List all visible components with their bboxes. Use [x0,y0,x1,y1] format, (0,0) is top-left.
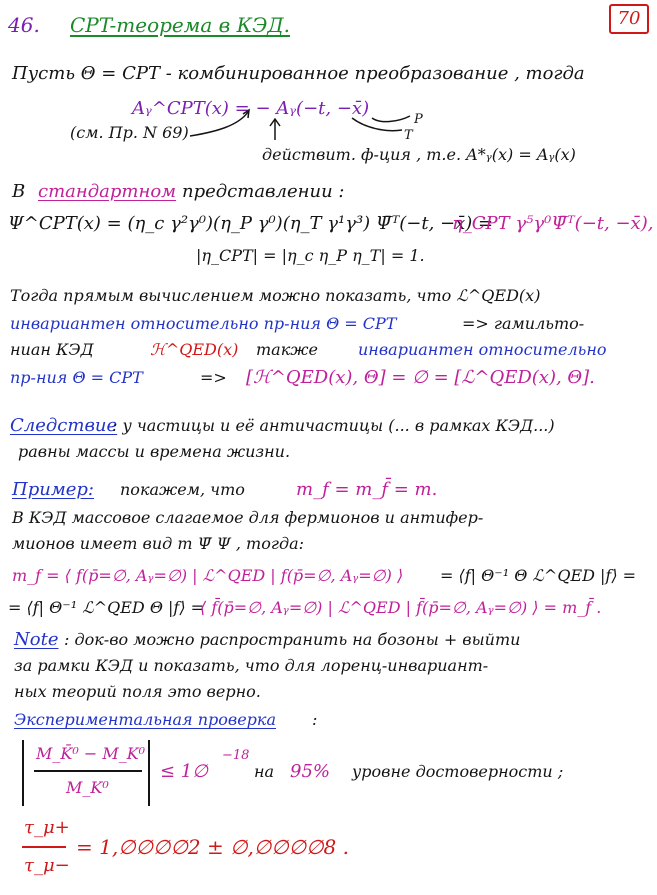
intro-line: Пусть Θ = CPT - комбинированное преобразование , тогда [12,63,585,84]
direct-calc-invariant-2: инвариантен относительно [358,340,607,359]
mark-t: T [404,128,413,143]
corollary-label: Следствие [10,415,118,436]
confidence-level: 95% [290,761,331,782]
standard-prefix: В [12,181,26,202]
antiparticle-mass-element: ⟨ f̄(p̄=∅, Aᵧ=∅) | ℒ^QED | f̄(p̄=∅, Aᵧ=∅) ⟩ = m_f̄ . [200,598,602,617]
real-function-note: действит. ф-ция , т.е. A*ᵧ(x) = Aᵧ(x) [262,145,576,164]
note-text1: : док-во можно распространить на бозоны + выйти [64,630,521,649]
direct-calc-arrow: => [200,368,227,387]
phase-modulus: |η_CPT| = |η_c η_P η_T| = 1. [196,246,425,265]
abs-bar-right [148,740,150,806]
direct-calc-invariant: инвариантен относительно пр-ния Θ = CPT [10,314,397,333]
direct-calc-line1: Тогда прямым вычислением можно показать, что ℒ^QED(x) [10,286,541,305]
example-claim: m_f = m_f̄ = m. [296,479,438,500]
commutator-equation: [ℋ^QED(x), Θ] = ∅ = [ℒ^QED(x), Θ]. [246,367,595,388]
abs-bar-left [22,740,24,806]
reference-note: (см. Пр. N 69) [70,123,189,142]
corollary-text1: : у частицы и её античастицы (... в рамках КЭД...) [112,416,555,435]
page-number: 70 [617,8,641,29]
kaon-mass-difference: M_K̄⁰ − M_K⁰ [36,744,146,763]
muon-plus-lifetime: τ_μ+ [24,817,70,838]
mark-p: P [414,112,423,127]
bound-value: ≤ 1∅ [160,761,208,782]
section-number: 46. [8,13,40,37]
note-label: Note [14,629,59,650]
cpt-vector-formula: Aᵧ^CPT(x) = − Aᵧ(−t, −x̄) [132,98,370,119]
direct-calc-hamiltonian-start: => гамильто- [462,314,585,333]
lifetime-ratio-value: = 1,∅∅∅∅2 ± ∅,∅∅∅∅8 . [76,835,349,859]
direct-calc-transform: пр-ния Θ = CPT [10,368,143,387]
example-line2: В КЭД массовое слагаемое для фермионов и антифер- [12,508,484,527]
corollary-text2: равны массы и времена жизни. [18,442,291,461]
mass-step2: = ⟨f| Θ⁻¹ ℒ^QED Θ |f⟩ = [8,598,205,617]
kaon-mass: M_K⁰ [66,778,109,797]
note-text3: ных теорий поля это верно. [14,682,261,701]
cpt-spinor-equation: Ψ^CPT(x) = (η_c γ²γ⁰)(η_P γ⁰)(η_T γ¹γ³) Ψ̄ᵀ(−t, −x̄) = [8,213,494,234]
experiment-on: на [254,762,275,781]
direct-calc-also: также [256,340,318,359]
section-title: CPT-теорема в КЭД. [70,13,291,37]
cpt-spinor-result: η_CPT γ⁵γ⁰Ψ̄ᵀ(−t, −x̄), [452,213,654,234]
example-label: Пример: [12,479,94,500]
muon-minus-lifetime: τ_μ− [24,855,70,876]
mass-matrix-element: m_f = ⟨ f(p̄=∅, Aᵧ=∅) | ℒ^QED | f(p̄=∅, Aᵧ=∅) ⟩ [12,566,404,585]
experiment-colon: : [312,710,318,729]
mass-step1: = ⟨f| Θ⁻¹ Θ ℒ^QED |f⟩ = [440,566,637,585]
fraction-line [34,770,142,772]
note-text2: за рамки КЭД и показать, что для лоренц-инвариант- [14,656,489,675]
standard-suffix: представлении : [182,181,345,202]
standard-highlight: стандартном [38,181,177,202]
bound-exponent: −18 [222,748,250,763]
lifetime-fraction-line [22,846,66,848]
direct-calc-line3: ниан КЭД [10,340,94,359]
experiment-label: Экспериментальная проверка [14,710,277,729]
example-text: покажем, что [120,480,245,499]
confidence-text: уровне достоверности ; [352,762,564,781]
example-line3: мионов имеет вид m Ψ̄ Ψ , тогда: [12,534,305,553]
page-number-box [609,4,649,34]
hamiltonian-qed: ℋ^QED(x) [150,340,239,359]
